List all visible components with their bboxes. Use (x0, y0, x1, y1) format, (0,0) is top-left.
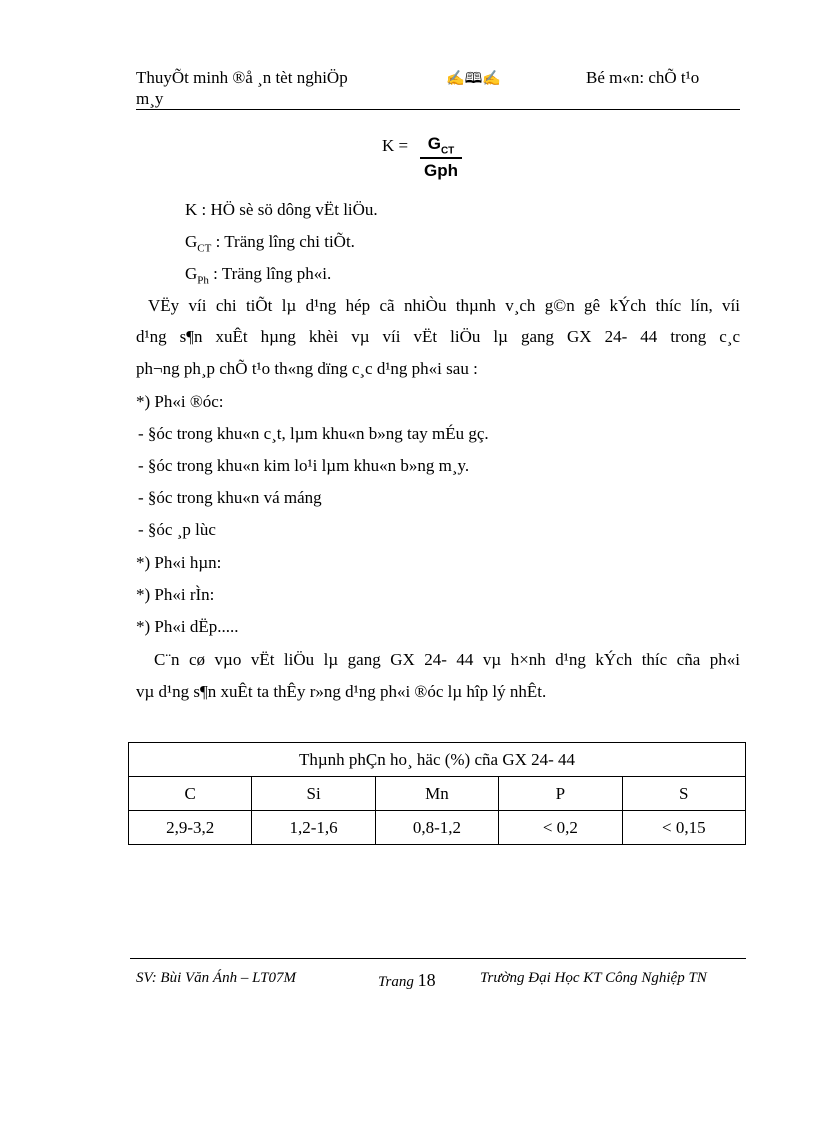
table-cell: 1,2-1,6 (252, 811, 375, 845)
formula-lhs: K = (382, 136, 409, 155)
header-title-cont: m¸y (136, 89, 164, 108)
footer-school: Trường Đại Học KT Công Nghiệp TN (480, 970, 707, 986)
fraction-bar (420, 157, 462, 159)
formula-denominator: Gph (424, 161, 458, 181)
paragraph1-line: d¹ng s¶n xuÊt hµng khèi vµ víi vËt liÖu lµ gang GX 24- 44 trong c¸c (136, 327, 740, 346)
table-cell: < 0,2 (499, 811, 622, 845)
table-header-cell: S (622, 777, 745, 811)
table-cell: < 0,15 (622, 811, 745, 845)
list-item: *) Ph«i dËp..... (136, 617, 239, 636)
footer-rule (130, 958, 746, 959)
table-header-cell: C (129, 777, 252, 811)
table-header-cell: Mn (375, 777, 498, 811)
list-item: *) Ph«i rÌn: (136, 585, 215, 604)
list-item: *) Ph«i hµn: (136, 553, 222, 572)
formula-fraction (420, 134, 462, 181)
definition-gph: $G_{Ph}$ : Träng lîng ph«i. (185, 264, 332, 287)
table-header-cell: P (499, 777, 622, 811)
list-item: - §óc trong khu«n kim lo¹i lµm khu«n b»ng m¸y. (138, 456, 470, 475)
table-header-cell: Si (252, 777, 375, 811)
list-item: *) Ph«i ®óc: (136, 392, 224, 411)
footer-page: Trang 18 (378, 970, 436, 990)
table-cell: 0,8-1,2 (375, 811, 498, 845)
table-caption-row (129, 743, 746, 777)
list-item: - §óc ¸p lùc (138, 520, 216, 539)
list-item: - §óc trong khu«n vá máng (138, 488, 322, 507)
header-title: ThuyÕt minh ®å ¸n tèt nghiÖp (136, 68, 348, 87)
header-subject: Bé m«n: chÕ t¹o (586, 68, 700, 87)
footer-author: SV: Bùi Văn Ánh – LT07M (136, 970, 296, 986)
paragraph2-line: C¨n cø vµo vËt liÖu lµ gang GX 24- 44 vµ h×nh d¹ng kÝch thíc cña ph«i (154, 650, 740, 669)
page-number: 18 (417, 970, 436, 990)
paragraph1-line: ph¬ng ph¸p chÕ t¹o th«ng dïng c¸c d¹ng ph«i sau : (136, 359, 478, 378)
formula-numerator: $G_{CT}$ (427, 134, 455, 157)
paragraph2-line: vµ d¹ng s¶n xuÊt ta thÊy r»ng d¹ng ph«i ®óc lµ hîp lý nhÊt. (136, 682, 547, 701)
table-cell: 2,9-3,2 (129, 811, 252, 845)
table-caption: Thµnh phÇn ho¸ häc (%) cña GX 24- 44 (129, 743, 746, 777)
definition-gct: $G_{CT}$ : Träng lîng chi tiÕt. (185, 232, 355, 255)
list-item: - §óc trong khu«n c¸t, lµm khu«n b»ng tay mÉu gç. (138, 424, 489, 443)
chemical-composition-table (128, 742, 746, 845)
header-ornament-icon: ✍🕮✍ (446, 71, 502, 87)
table-header-row (129, 777, 746, 811)
definition-k: K : HÖ sè sö dông vËt liÖu. (185, 200, 378, 219)
table-row (129, 811, 746, 845)
paragraph1-line: VËy víi chi tiÕt lµ d¹ng hép cã nhiÒu thµnh v¸ch g©n gê kÝch thíc lín, víi (148, 296, 740, 315)
header-rule (136, 109, 740, 110)
